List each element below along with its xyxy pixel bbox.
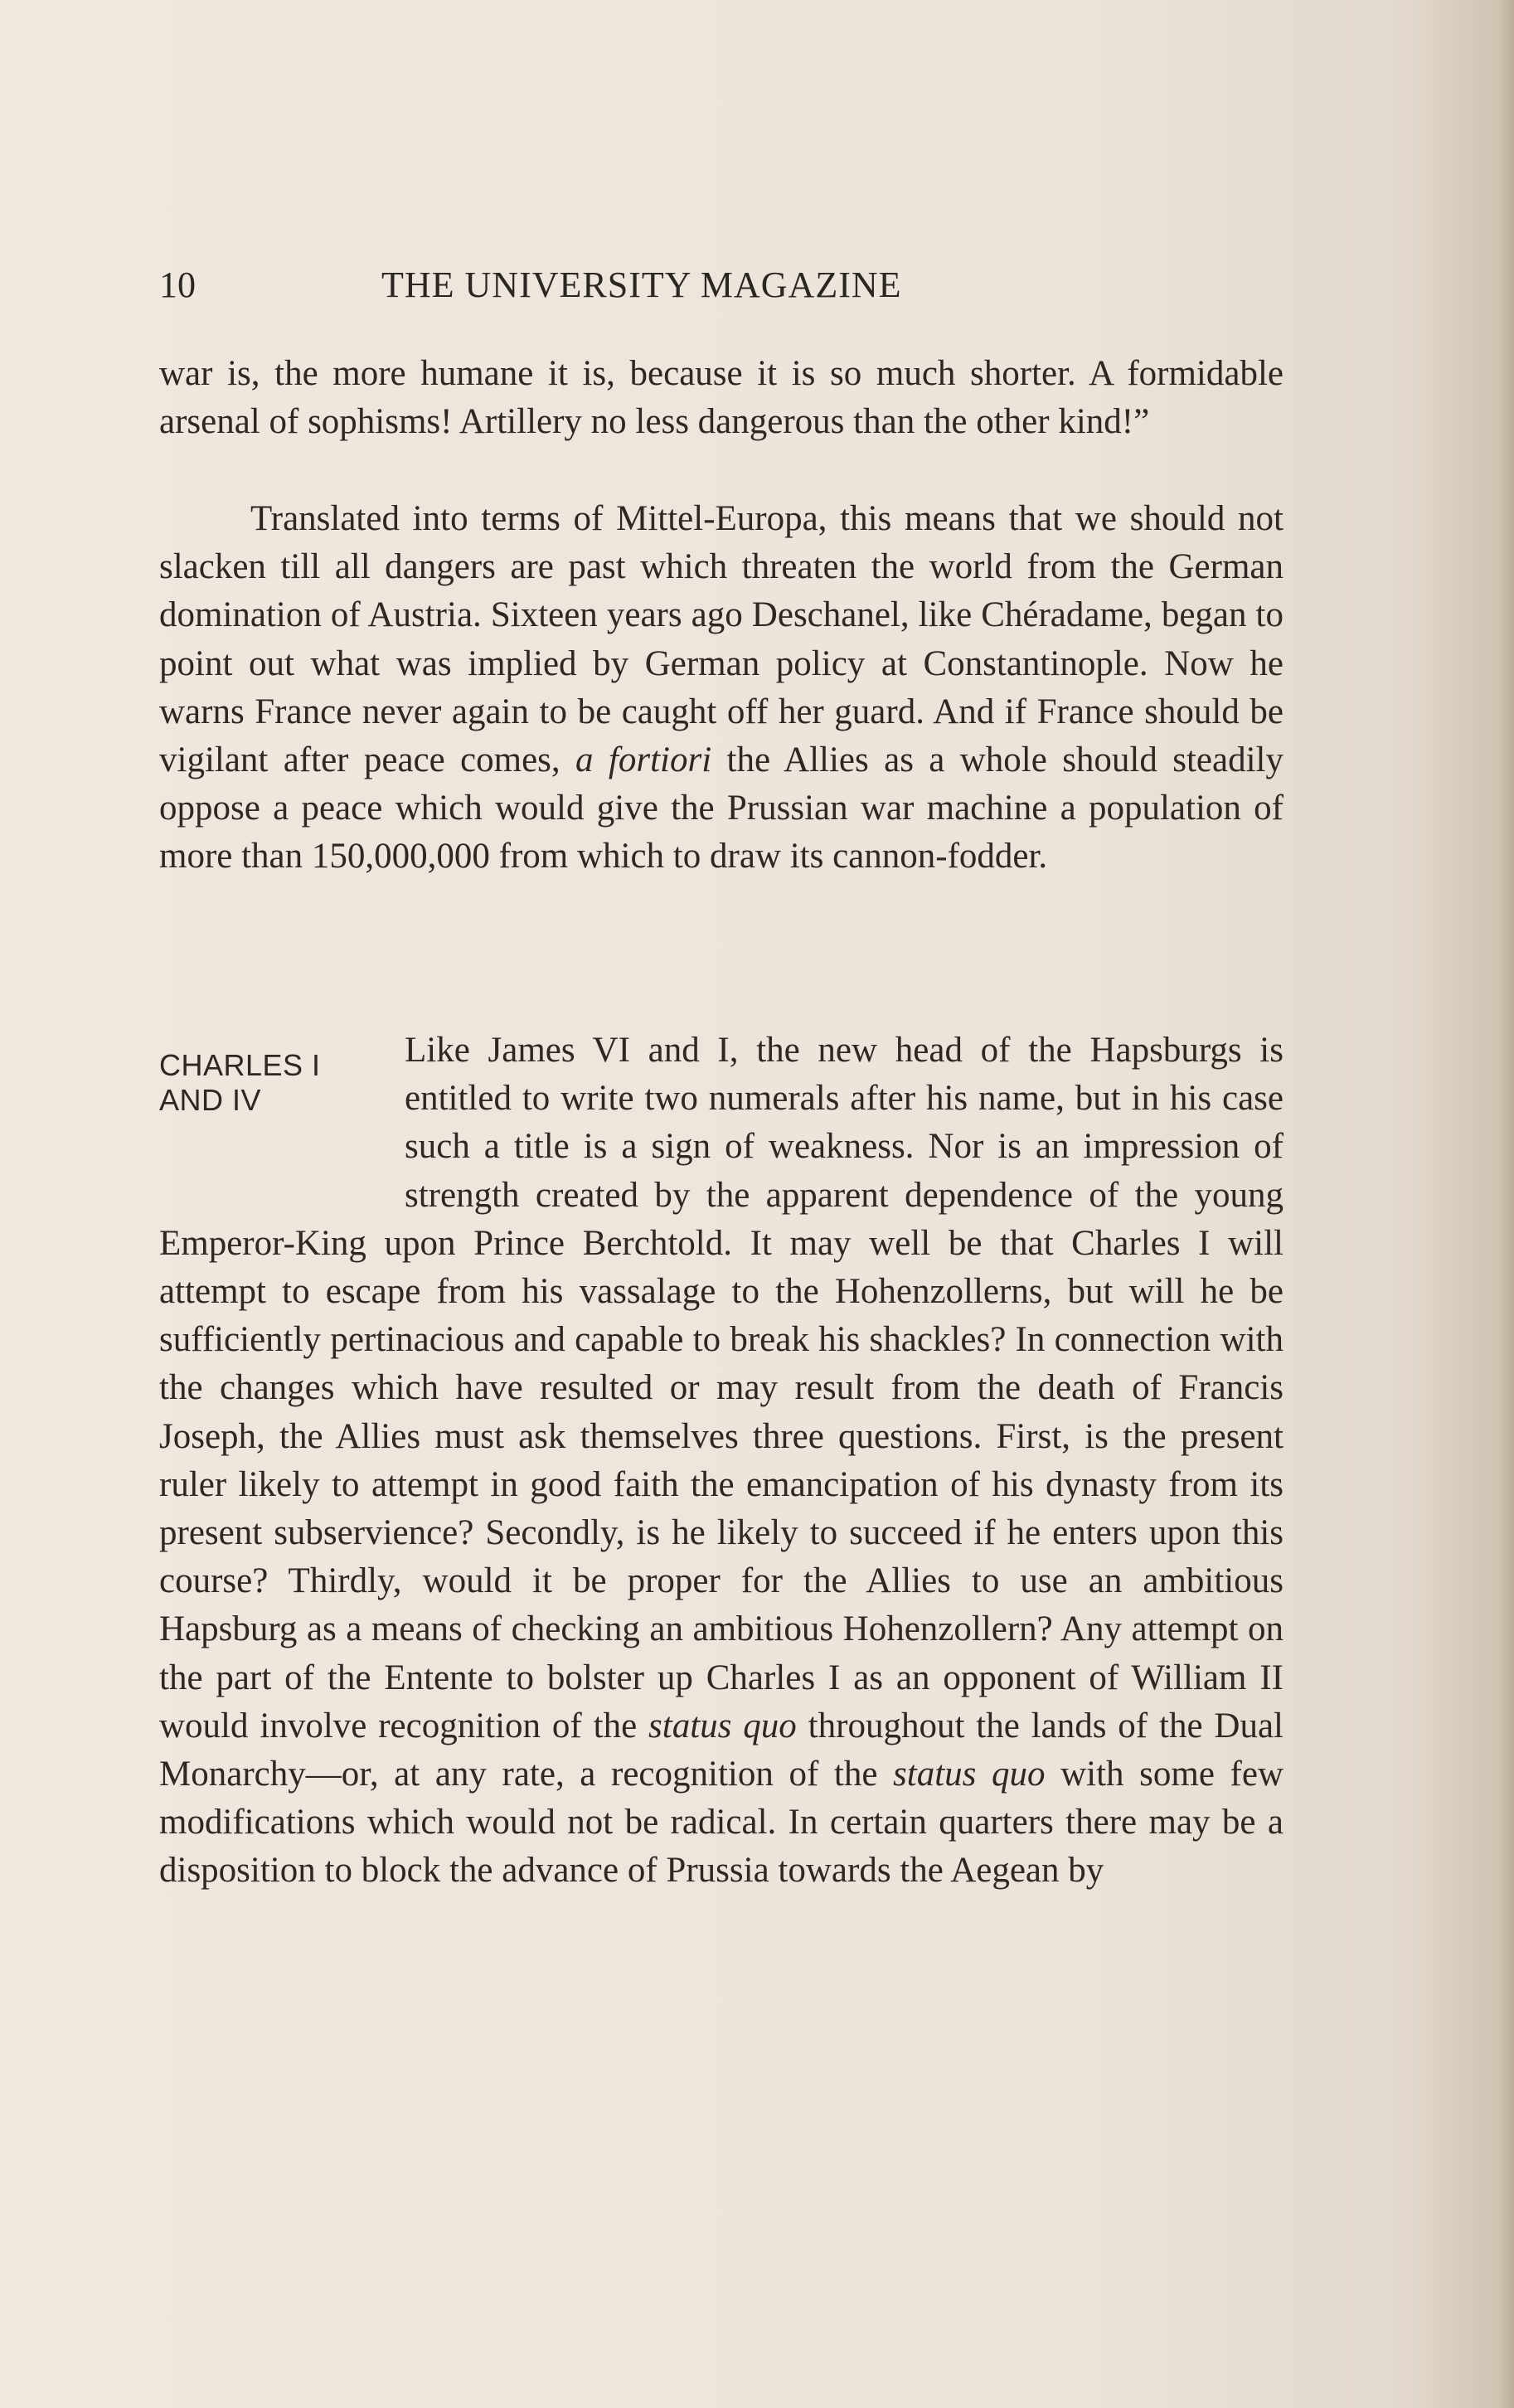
paragraph-text: Translated into terms of Mittel-Europa, this means that we should not slacken till all dangers are past which threaten the world from the German domination of Austria. Sixteen years ago Deschanel, like Chéradame, began to point out what was implied by German policy at Constantinople. Now he warns France never again to be caught off her guard. And if France should be vigilant after peace comes, xyxy=(159,499,1284,780)
italic-phrase: status quo xyxy=(893,1755,1046,1794)
italic-phrase: a fortiori xyxy=(575,740,712,780)
paragraph-text: war is, the more humane it is, because it is so much shorter. A formidable arsenal of sophisms! Artillery no less dangerous than the other kind!” xyxy=(159,354,1284,442)
page-number: 10 xyxy=(159,265,196,305)
side-heading-line: CHARLES I xyxy=(159,1048,321,1082)
paragraph-text: Like James VI and I, the new head of the Hapsburgs is entitled to write two numerals after his name, but in his case such a title is a sign of weakness. Nor is an impression of strength created by the apparent dependence of the young Emperor-King upon Prince Berchtold. It may well be that Charles I will attempt to escape from his vassalage to the Hohenzollerns, but will he be sufficiently pertinacious and capable to break his shackles? In connection with the changes which have resulted or may result from the death of Francis Joseph, the Allies must ask themselves three questions. First, is the present ruler likely to attempt in good faith the emancipation of his dynasty from its present subservience? Secondly, is he likely to succeed if he enters upon this course? Thirdly, would it be proper for the Allies to use an ambitious Hapsburg as a means of checking an ambitious Hohenzollern? Any attempt on the part of the Entente to bolster up Charles I as an opponent of William II would involve recognition of the xyxy=(159,1031,1284,1745)
side-heading xyxy=(159,1027,405,1179)
side-heading-line: AND IV xyxy=(159,1083,262,1117)
magazine-title: THE UNIVERSITY MAGAZINE xyxy=(381,265,902,305)
paragraph-mittel-europa xyxy=(159,495,1284,881)
paragraph-continuation xyxy=(159,350,1284,446)
paragraph-charles xyxy=(159,1027,1284,1896)
running-head xyxy=(159,264,1046,315)
paragraph-text: with some few modifications which would not be radical. In certain quarters there may be a disposition to block the advance of Prussia towards the Aegean by xyxy=(159,1755,1284,1891)
paragraph-text: the Allies as a whole should steadily oppose a peace which would give the Prussian war machine a population of more than 150,000,000 from which to draw its cannon-fodder. xyxy=(159,740,1284,876)
italic-phrase: status quo xyxy=(648,1706,797,1745)
paragraph-text: throughout the lands of the Dual Monarchy—or, at any rate, a recognition of the xyxy=(159,1706,1284,1794)
